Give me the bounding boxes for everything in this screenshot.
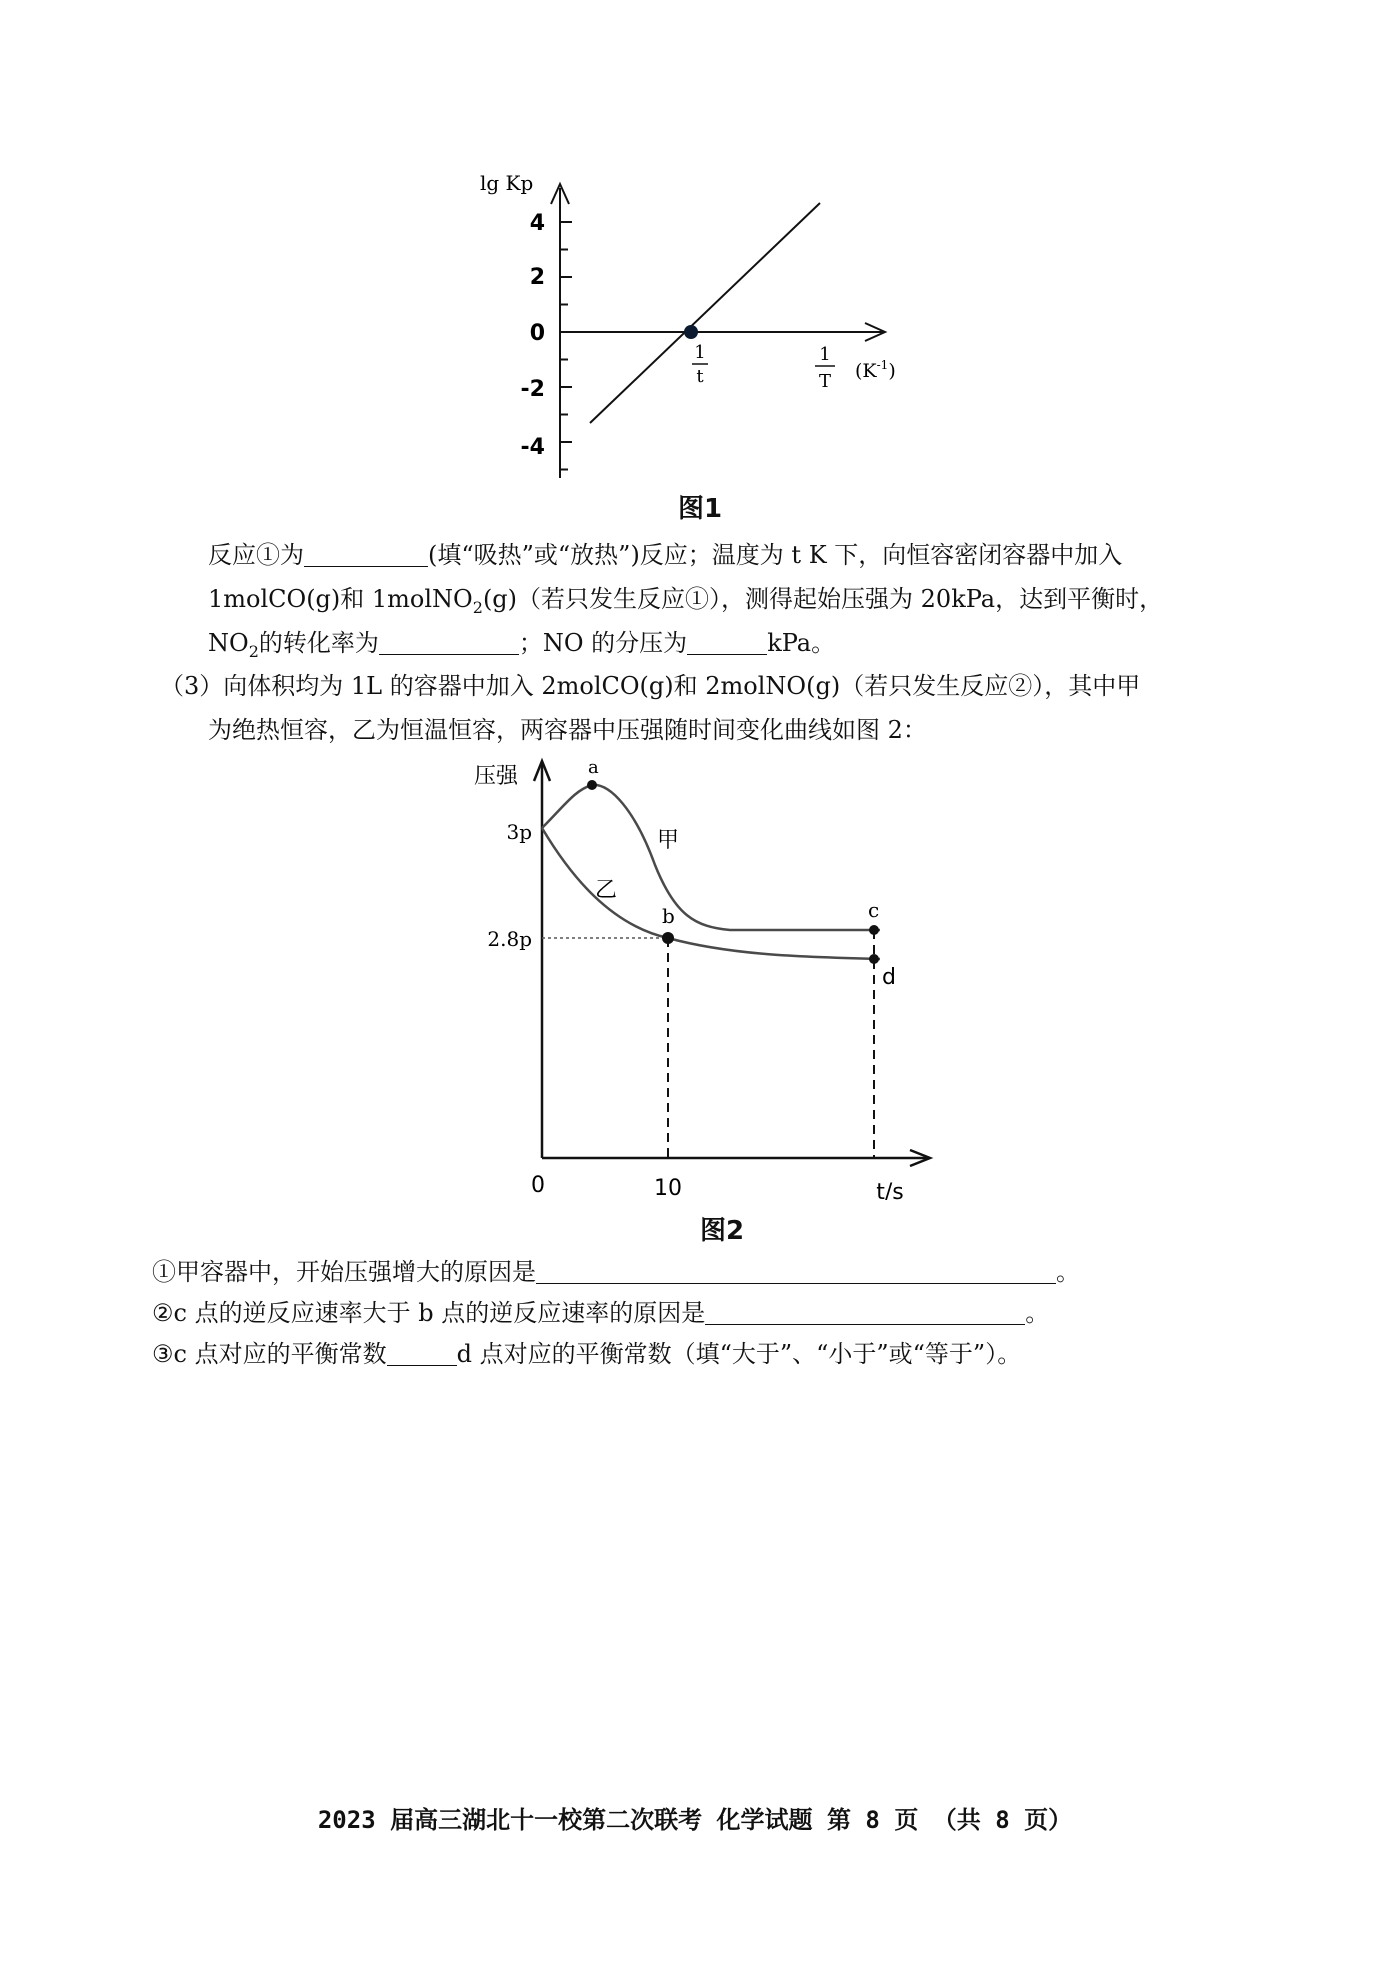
answer-blank[interactable] xyxy=(379,628,519,655)
text-segment: NO xyxy=(208,629,249,657)
fig2-point-label: c xyxy=(868,898,880,922)
fig2-xtick-label: 10 xyxy=(654,1176,682,1200)
subscript: 2 xyxy=(472,597,483,617)
text-segment: ③c 点对应的平衡常数 xyxy=(152,1340,387,1368)
text-segment: 反应①为 xyxy=(208,541,304,569)
fig1-x-unit: $(K^{-1})$ xyxy=(855,358,896,382)
subquestion-2 xyxy=(152,1293,1049,1328)
fig2-point-label: d xyxy=(882,965,896,990)
page-footer: 2023 届高三湖北十一校第二次联考 化学试题 第 8 页 （共 8 页） xyxy=(317,1806,1073,1834)
subscript: 2 xyxy=(248,641,259,661)
text-segment: d 点对应的平衡常数（填“大于”、“小于”或“等于”）。 xyxy=(456,1340,1022,1368)
fig2-point-b xyxy=(662,932,674,944)
fig1-ytick-label: -2 xyxy=(520,377,545,402)
fig2-point-label: a xyxy=(588,757,599,778)
text-segment: 。 xyxy=(1025,1299,1050,1327)
fig2-point-a xyxy=(587,780,597,790)
fig2-xtick-label: 0 xyxy=(531,1173,545,1198)
fig2-point-label: b xyxy=(662,904,675,928)
fig1-x-label-den: T xyxy=(818,371,832,392)
fig1-point-label-den: t xyxy=(696,366,704,387)
text-segment: 。 xyxy=(1056,1258,1080,1286)
fig1-ticks xyxy=(560,222,572,470)
text-segment: kPa。 xyxy=(767,629,836,657)
fig1-y-axis-label: lg Kp xyxy=(480,171,534,195)
fig1-ytick-label: -4 xyxy=(520,435,545,460)
subquestion-1 xyxy=(152,1252,1080,1287)
fig2-x-axis-label: t/s xyxy=(876,1180,904,1200)
fig1-intersection-point xyxy=(684,325,698,339)
fig2-ytick-label: 2.8p xyxy=(487,927,532,951)
text-segment: (g)（若只发生反应①），测得起始压强为 20kPa，达到平衡时， xyxy=(482,585,1164,613)
fig1-series-line xyxy=(590,203,820,423)
fig2-curve-yi xyxy=(542,828,880,959)
answer-blank[interactable] xyxy=(304,540,428,567)
figure1-chart xyxy=(460,160,940,480)
fig1-point-label-num: 1 xyxy=(694,342,706,363)
fig1-x-label-num: 1 xyxy=(819,344,831,365)
subquestion-3 xyxy=(152,1334,1021,1369)
answer-blank[interactable] xyxy=(536,1257,1056,1284)
text-segment: 的转化率为 xyxy=(258,629,379,657)
fig2-curve-label-jia: 甲 xyxy=(657,828,680,853)
fig2-curve-label-yi: 乙 xyxy=(595,878,618,903)
fig1-ytick-label: 0 xyxy=(529,321,545,346)
fig2-curve-jia xyxy=(542,785,880,930)
answer-blank[interactable] xyxy=(705,1298,1025,1325)
text-segment: 1molCO(g)和 1molNO xyxy=(208,585,473,613)
text-segment: ②c 点的逆反应速率大于 b 点的逆反应速率的原因是 xyxy=(152,1299,706,1327)
answer-blank[interactable] xyxy=(687,628,767,655)
figure2-caption: 图2 xyxy=(700,1216,745,1246)
text-line-1 xyxy=(208,535,1122,570)
question-3-line-1: （3）向体积均为 1L 的容器中加入 2molCO(g)和 2molNO(g)（若只发生反应②），其中甲 xyxy=(160,672,1141,700)
fig1-ytick-label: 4 xyxy=(529,211,545,236)
fig2-ytick-label: 3p xyxy=(506,820,532,844)
text-segment: (填“吸热”或“放热”)反应；温度为 t K 下，向恒容密闭容器中加入 xyxy=(428,541,1123,569)
fig1-ytick-label: 2 xyxy=(529,265,545,290)
fig2-point-d xyxy=(869,954,879,964)
question-3-line-2: 为绝热恒容，乙为恒温恒容，两容器中压强随时间变化曲线如图 2： xyxy=(208,716,927,744)
fig2-point-c xyxy=(869,925,879,935)
text-segment: ；NO 的分压为 xyxy=(518,629,688,657)
text-line-3 xyxy=(208,623,835,661)
figure2-chart xyxy=(470,755,950,1200)
answer-blank[interactable] xyxy=(387,1339,457,1366)
figure1-caption: 图1 xyxy=(678,494,723,524)
fig2-y-axis-label: 压强 xyxy=(474,764,519,789)
text-line-2 xyxy=(208,579,1163,617)
text-segment: ①甲容器中，开始压强增大的原因是 xyxy=(152,1258,536,1286)
